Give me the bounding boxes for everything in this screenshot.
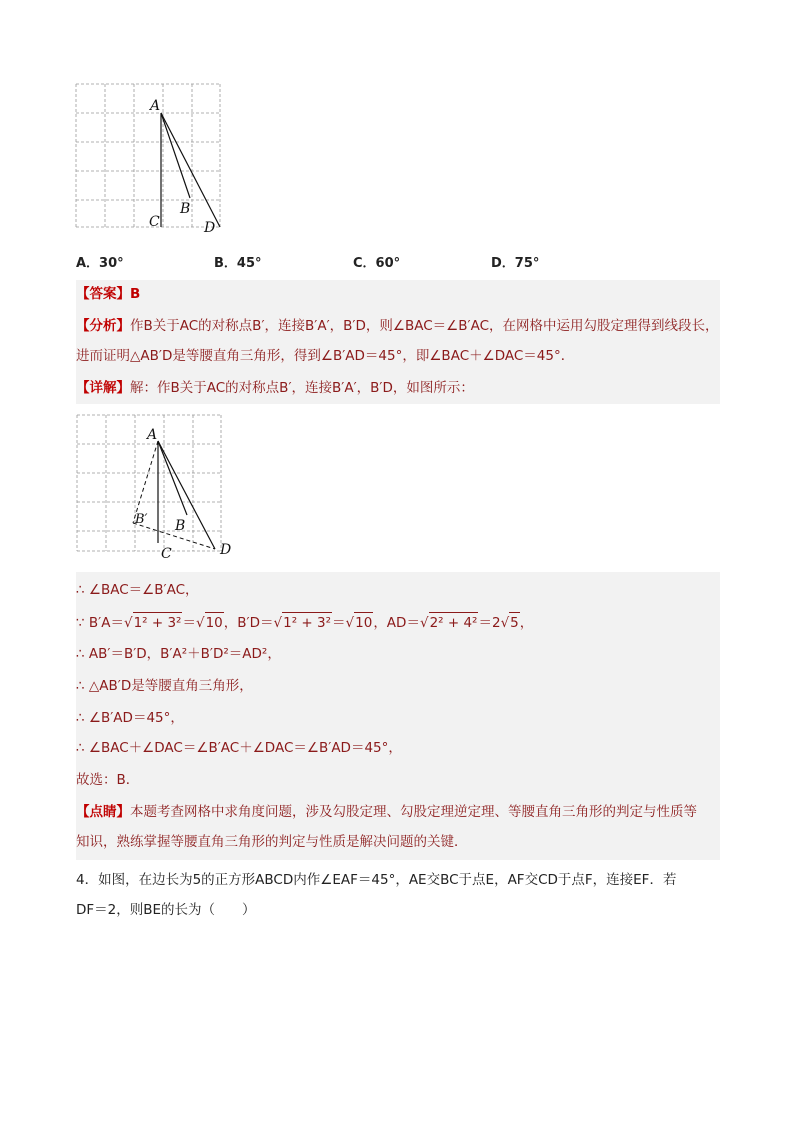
analysis-tag: 【分析】: [76, 318, 130, 334]
segment-ad: [161, 113, 220, 227]
comment-line-2: 知识，熟练掌握等腰直角三角形的判定与性质是解决问题的关键．: [76, 834, 468, 850]
radicand-2: 10: [205, 612, 224, 633]
label-b-prime: B′: [135, 512, 148, 527]
analysis-line-1: [76, 316, 719, 336]
solution-block-top: [76, 280, 720, 404]
comment-tag: 【点睛】: [76, 804, 130, 820]
grid-figure-1: [74, 82, 224, 234]
question-4-line-1: 4．如图，在边长为5的正方形ABCD内作∠EAF＝45°，AE交BC于点E，AF交CD于点F，连接EF．若: [76, 872, 677, 888]
step-5: ∴ ∠B′AD＝45°，: [76, 710, 184, 726]
detail-tag: 【详解】: [76, 380, 130, 396]
answer-tag: 【答案】: [76, 286, 130, 302]
grid-lines: [76, 84, 220, 227]
step-2: ∵ B′A＝√1² + 3²＝√10，B′D＝√1² + 3²＝√10，AD＝√2² + 4²＝2√5，: [76, 612, 533, 633]
step-2-part: ，AD＝: [373, 615, 420, 631]
comment-line-1: [76, 802, 697, 822]
choice-c: C．60°: [353, 256, 401, 271]
grid-figure-2: [75, 413, 233, 565]
label-a: A: [150, 98, 161, 114]
step-6: ∴ ∠BAC＋∠DAC＝∠B′AC＋∠DAC＝∠B′AD＝45°，: [76, 740, 402, 756]
step-2-part: ＝: [332, 615, 346, 631]
analysis-text-1: 作B关于AC的对称点B′，连接B′A′，B′D，则∠BAC＝∠B′AC，在网格中运用勾股定理得到线段长，: [130, 318, 719, 334]
step-2-part: ＝2: [478, 615, 501, 631]
solution-block-steps: [76, 572, 720, 860]
radicand-3: 1² + 3²: [282, 612, 332, 633]
choice-d: D．75°: [491, 256, 540, 271]
step-2-part: ，B′D＝: [223, 615, 274, 631]
label-c: C: [161, 546, 172, 562]
radicand-1: 1² + 3²: [133, 612, 183, 633]
comment-text-1: 本题考查网格中求角度问题，涉及勾股定理、勾股定理逆定理、等腰直角三角形的判定与性质等: [130, 804, 697, 820]
step-7: 故选：B．: [76, 772, 140, 788]
answer-choices: [76, 252, 716, 272]
radicand-4: 10: [354, 612, 373, 633]
label-d: D: [220, 542, 232, 558]
step-2-part: ，: [519, 615, 534, 631]
label-d: D: [204, 220, 216, 234]
detail-line-1: [76, 378, 474, 398]
question-4-line-2: DF＝2，则BE的长为（ ）: [76, 902, 256, 918]
step-3: ∴ AB′＝B′D，B′A²＋B′D²＝AD²，: [76, 646, 281, 662]
segment-ab: [161, 113, 190, 198]
step-4: ∴ △AB′D是等腰直角三角形，: [76, 678, 253, 694]
detail-text-1: 解：作B关于AC的对称点B′，连接B′A′，B′D，如图所示：: [130, 380, 474, 396]
radicand-5: 2² + 4²: [429, 612, 479, 633]
label-b: B: [175, 518, 186, 534]
label-c: C: [149, 214, 160, 230]
choice-b: B．45°: [214, 256, 262, 271]
analysis-line-2: 进而证明△AB′D是等腰直角三角形，得到∠B′AD＝45°，即∠BAC＋∠DAC＝45°．: [76, 348, 575, 364]
step-2-part: ∵ B′A＝: [76, 615, 124, 631]
answer-value: B: [130, 286, 141, 302]
label-b: B: [180, 201, 191, 217]
label-a: A: [147, 427, 158, 443]
step-2-part: ＝: [182, 615, 196, 631]
answer-line: [76, 284, 140, 304]
radicand-6: 5: [509, 612, 520, 633]
choice-a: A．30°: [76, 256, 124, 271]
step-1: ∴ ∠BAC＝∠B′AC，: [76, 582, 199, 598]
